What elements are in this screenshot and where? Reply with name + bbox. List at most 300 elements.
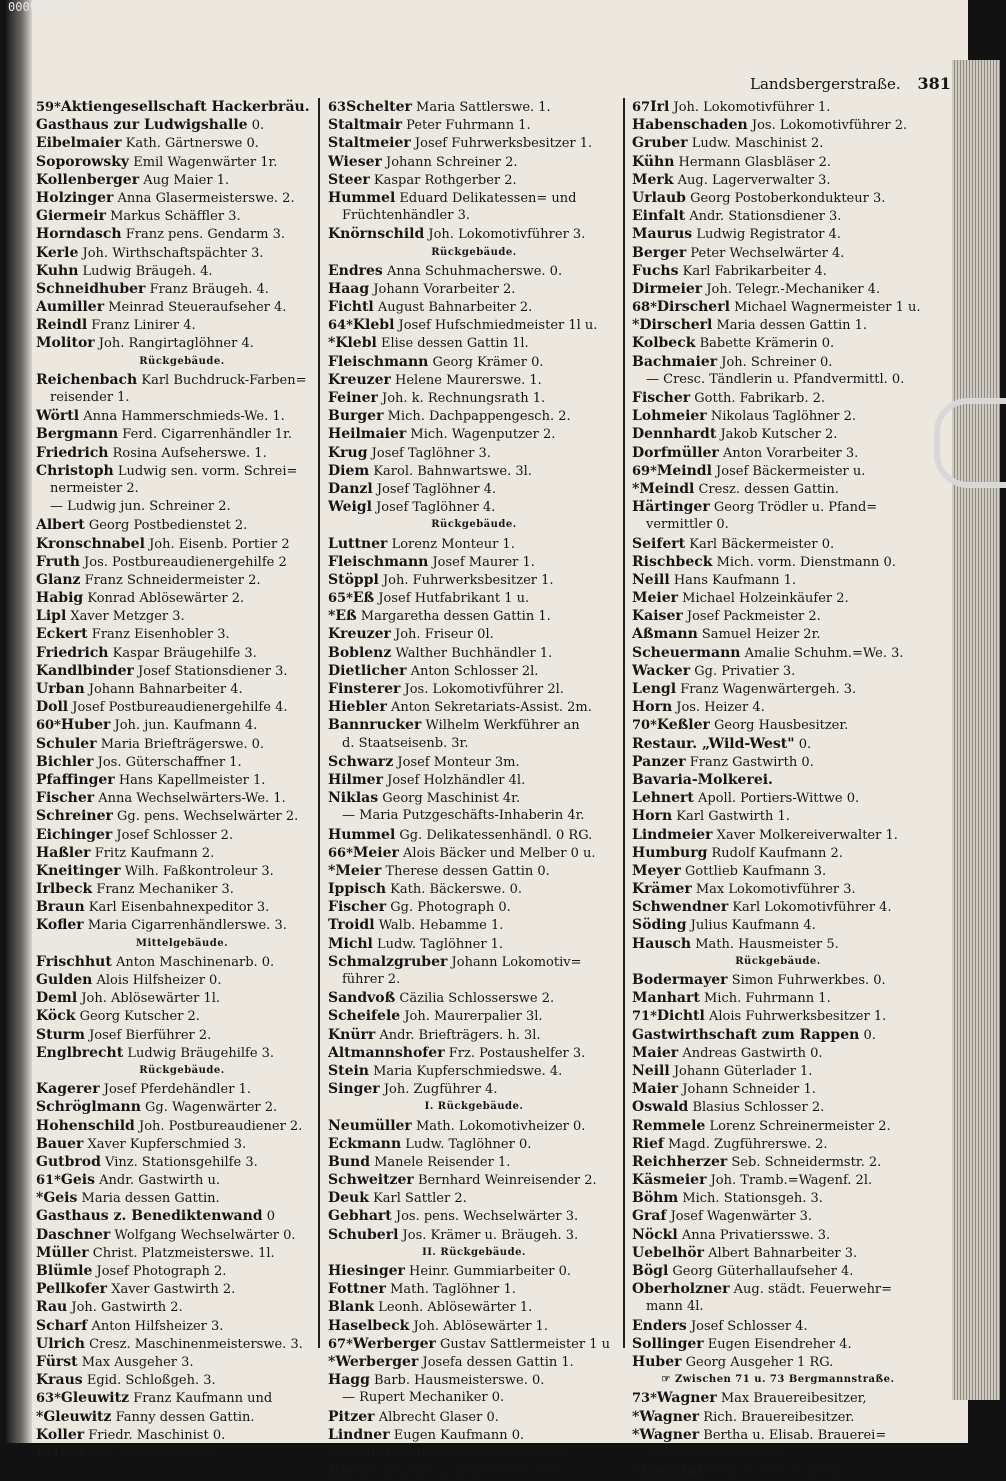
resident-entry — [36, 1080, 328, 1098]
resident-name: Urban — [36, 681, 85, 697]
resident-detail: Hermann Glasbläser 2. — [678, 154, 832, 170]
resident-name: *Eß — [328, 608, 357, 625]
resident-detail: — Rupert Mechaniker 0. — [342, 1390, 505, 1406]
resident-name: Seifert — [632, 535, 686, 552]
resident-detail: Mich. Dachpappengesch. 2. — [387, 409, 571, 425]
resident-detail: Xaver Kupferschmied 3. — [87, 1136, 247, 1152]
resident-entry — [328, 134, 620, 152]
resident-detail: Wilhelm Werkführer an — [425, 718, 580, 734]
resident-entry — [632, 989, 924, 1007]
resident-entry — [36, 225, 328, 243]
resident-detail: Johann Lokomotiv= — [451, 954, 582, 970]
section-heading: Rückgebäude. — [139, 1064, 225, 1076]
resident-name: Schwarz — [328, 753, 394, 770]
resident-detail: Magd. Zugführerswe. 2. — [668, 1136, 828, 1152]
resident-name: Dirscherl — [656, 299, 730, 316]
resident-detail: Joh. Gastwirth 2. — [71, 1300, 183, 1316]
resident-name: Fichtl — [328, 299, 374, 316]
resident-detail: Kath. Bäckerswe. 0. — [390, 882, 523, 898]
resident-entry — [36, 116, 328, 134]
house-number: 60* — [36, 718, 61, 734]
resident-detail: Sofie v. Priv.=Gattin. — [706, 1464, 844, 1480]
resident-name: *Wagner — [632, 1426, 700, 1443]
resident-detail: Kaspar Rothgerber 2. — [373, 172, 517, 188]
resident-detail: Josef Pferdehändler 1. — [103, 1082, 251, 1098]
resident-name: Kerle — [36, 244, 79, 261]
resident-entry — [632, 207, 924, 225]
resident-entry — [632, 771, 924, 789]
resident-name: Gasthaus zur Ludwigshalle — [36, 117, 248, 134]
resident-detail: Jos. Güterschaffner 1. — [97, 754, 242, 770]
resident-entry — [328, 1317, 620, 1335]
resident-name: Remmele — [632, 1117, 706, 1134]
resident-entry — [632, 316, 924, 334]
resident-name: *Trentini — [632, 1463, 703, 1480]
resident-detail: Joh. Telegr.-Mechaniker 4. — [706, 281, 881, 297]
resident-name: Bach — [328, 1463, 368, 1480]
resident-detail: Anton Vorarbeiter 3. — [722, 445, 859, 461]
resident-name: Bodermayer — [632, 972, 728, 988]
resident-entry — [328, 1426, 620, 1444]
resident-entry — [36, 916, 328, 934]
resident-name: Eckert — [36, 626, 88, 643]
resident-entry — [328, 1280, 620, 1298]
resident-entry — [632, 826, 924, 844]
resident-entry — [328, 1135, 620, 1153]
resident-entry — [36, 1044, 328, 1062]
resident-entry — [632, 662, 924, 680]
resident-detail: Gg. Wagenwärter 2. — [145, 1100, 278, 1116]
resident-name: Steer — [328, 171, 370, 188]
resident-name: Schreiner — [36, 808, 113, 825]
resident-name: Gasthaus z. Benediktenwand — [36, 1208, 263, 1225]
resident-detail: Gotth. Fabrikarb. 2. — [694, 391, 825, 406]
resident-entry — [328, 1298, 620, 1316]
resident-entry — [328, 607, 620, 625]
resident-detail: Gg. Privatier 3. — [694, 663, 796, 679]
resident-detail: Walb. Hebamme 1. — [378, 918, 504, 934]
resident-name: Kraus — [36, 1372, 83, 1389]
resident-detail: Frz. Postaushelfer 3. — [448, 1045, 586, 1061]
resident-name: Kofler — [36, 917, 84, 934]
resident-name: Finsterer — [328, 681, 401, 697]
resident-name: Gastwirthschaft zum Rappen — [632, 1026, 860, 1043]
resident-detail: Apoll. Portiers-Wittwe 0. — [698, 791, 860, 807]
resident-entry — [632, 698, 924, 716]
resident-name: Kneitinger — [36, 862, 121, 879]
resident-entry — [632, 1280, 924, 1298]
resident-entry — [632, 1117, 924, 1135]
resident-entry — [36, 826, 328, 844]
resident-entry — [328, 553, 620, 571]
resident-entry — [328, 1226, 620, 1244]
resident-name: Michl — [328, 935, 373, 952]
resident-entry — [632, 244, 924, 262]
resident-detail: Blasius Schlosser 2. — [692, 1100, 825, 1116]
resident-detail: Cresz. Maschinenmeisterswe. 3. — [89, 1336, 303, 1352]
resident-detail: Maria Briefträgerswe. 0. — [100, 736, 265, 752]
resident-name: Dirmeier — [632, 280, 703, 297]
resident-name: Hiebler — [328, 699, 387, 716]
resident-detail: Jos. Lokomotivführer 2l. — [404, 682, 564, 697]
resident-entry — [328, 116, 620, 134]
house-number: 69* — [632, 463, 657, 479]
resident-name: *Klebl — [328, 335, 377, 352]
resident-detail: Georg Postbedienstet 2. — [88, 518, 248, 534]
resident-detail: Vinz. Stationsgehilfe 3. — [105, 1154, 258, 1170]
resident-name: Feiner — [328, 390, 378, 406]
resident-detail: Kath. Gärtnerswe 0. — [125, 136, 259, 152]
resident-entry — [632, 280, 924, 298]
resident-name: Schweitzer — [328, 1172, 414, 1189]
resident-detail: Anna Wechselwärters-We. 1. — [98, 791, 286, 807]
resident-name: Haselbeck — [328, 1317, 410, 1334]
column-divider — [623, 98, 625, 1348]
section-heading: ☞ Zwischen 71 u. 73 Bergmannstraße. — [661, 1374, 895, 1386]
resident-detail: Walther Buchhändler 1. — [395, 645, 553, 661]
resident-entry — [36, 1135, 328, 1153]
resident-entry — [632, 1426, 924, 1444]
resident-name: Pitzer — [328, 1408, 375, 1425]
resident-name: Schuler — [36, 735, 97, 752]
resident-detail: Mich. Fuhrmann 1. — [703, 991, 831, 1007]
house-number: 64* — [328, 318, 353, 334]
resident-detail: Joh. Ablösewärter 1l. — [81, 991, 220, 1007]
resident-detail: Maria Kupferschmiedswe. 4. — [373, 1063, 563, 1079]
resident-name: Aktiengesellschaft Hackerbräu. — [60, 99, 310, 115]
resident-detail: Xaver Molkereiverwalter 1. — [716, 827, 898, 843]
resident-name: Graf — [632, 1208, 667, 1225]
resident-name: Haßler — [36, 844, 91, 861]
resident-entry — [632, 1462, 924, 1480]
resident-entry — [328, 444, 620, 462]
resident-detail: Konrad Ablösewärter 2. — [87, 591, 245, 607]
resident-entry — [328, 1189, 620, 1207]
resident-entry — [632, 680, 924, 698]
resident-name: Keßler — [656, 717, 710, 734]
resident-name: Friedrich — [36, 644, 109, 661]
resident-name: Lindmeier — [632, 826, 713, 843]
resident-entry — [328, 1062, 620, 1080]
resident-entry — [36, 444, 328, 462]
resident-entry — [328, 589, 620, 607]
resident-name: Diem — [328, 462, 370, 479]
resident-entry — [36, 753, 328, 771]
resident-detail: Rudolf Kaufmann 2. — [711, 845, 843, 861]
resident-name: Frischhut — [36, 953, 112, 970]
resident-entry — [632, 444, 924, 462]
resident-detail: Georg Güterhallaufseher 4. — [672, 1264, 854, 1279]
resident-name: Urlaub — [632, 189, 686, 206]
resident-name: Geis — [60, 1172, 95, 1189]
resident-detail: Georg Trödler u. Pfand= — [713, 500, 878, 516]
resident-entry — [328, 807, 620, 825]
resident-detail: Joh. Eisenb. Portier 2 — [149, 536, 290, 552]
resident-name: Dennhardt — [632, 426, 717, 443]
resident-name: Müller — [36, 1244, 89, 1261]
resident-name: Lengl — [632, 681, 677, 697]
resident-name: Braun — [36, 899, 85, 916]
resident-detail: 0. — [798, 736, 812, 752]
resident-detail: Bertha u. Elisab. Brauerei= — [703, 1427, 887, 1443]
resident-entry — [36, 171, 328, 189]
resident-entry — [36, 989, 328, 1007]
resident-detail: Josef Postbureaudienergehilfe 4. — [72, 700, 288, 716]
resident-entry — [36, 407, 328, 425]
resident-entry — [328, 389, 620, 407]
resident-detail: Jos. pens. Wechselwärter 3. — [395, 1209, 579, 1225]
resident-entry — [632, 571, 924, 589]
resident-name: Soporowsky — [36, 153, 130, 170]
resident-name: Sturm — [36, 1026, 85, 1043]
resident-name: Aumiller — [36, 299, 105, 316]
resident-detail: Josef Schlosser 2. — [116, 827, 234, 843]
resident-entry — [328, 698, 620, 716]
resident-detail: d. Staatseisenb. 3r. — [342, 735, 469, 751]
resident-name: Rief — [632, 1135, 664, 1152]
resident-name: Lohmeier — [632, 408, 707, 425]
resident-detail: Maria Sattlerswe. 1. — [416, 100, 551, 115]
section-heading: Rückgebäude. — [431, 246, 517, 258]
resident-name: Burger — [328, 408, 384, 425]
resident-detail: Joh. Friseur 0l. — [395, 627, 494, 643]
resident-detail: reisender 1. — [50, 390, 130, 405]
resident-name: Niklas — [328, 790, 379, 807]
resident-entry — [36, 1335, 328, 1353]
resident-name: Heilmaier — [328, 426, 407, 443]
resident-name: Krämer — [632, 881, 692, 898]
resident-detail: Josef Taglöhner 4. — [376, 481, 497, 497]
resident-name: Bavaria-Molkerei. — [632, 771, 773, 788]
resident-entry — [632, 1153, 924, 1171]
resident-name: Kreuzer — [328, 371, 391, 388]
resident-detail: Franz Linirer 4. — [91, 318, 196, 334]
resident-entry — [632, 735, 924, 753]
resident-name: Uebelhör — [632, 1244, 705, 1261]
resident-detail: Max Ausgeher 3. — [81, 1354, 194, 1370]
resident-name: Eichinger — [36, 826, 113, 843]
resident-entry — [632, 880, 924, 898]
resident-entry — [328, 935, 620, 953]
resident-detail: Barb. Hausmeisterswe. 0. — [374, 1373, 545, 1389]
resident-entry — [632, 589, 924, 607]
resident-detail: Josef Taglöhner 3. — [371, 445, 491, 461]
resident-entry — [328, 1026, 620, 1044]
resident-detail: Josef Maurer 1. — [432, 554, 535, 570]
resident-name: Sollinger — [632, 1335, 704, 1352]
resident-name: Glanz — [36, 571, 81, 588]
resident-entry — [36, 1444, 328, 1462]
resident-entry — [36, 880, 328, 898]
resident-detail: Josef Wagenwärter 3. — [670, 1209, 813, 1225]
resident-detail: Joh. k. Rechnungsrath 1. — [382, 391, 546, 406]
resident-detail: Seb. Schneidermstr. 2. — [731, 1154, 882, 1170]
resident-name: Reichherzer — [632, 1153, 728, 1170]
resident-entry — [632, 1226, 924, 1244]
resident-entry — [328, 425, 620, 443]
resident-detail: Joh. Maurerpalier 3l. — [404, 1009, 543, 1025]
resident-entry — [632, 1189, 924, 1207]
resident-entry — [328, 916, 620, 934]
resident-entry — [36, 807, 328, 825]
resident-detail: Anna Hammerschmieds-We. 1. — [83, 409, 285, 425]
resident-detail: Ludw. Maschinist 2. — [691, 136, 824, 152]
resident-name: *Werberger — [328, 1353, 419, 1370]
resident-detail: Georg Kutscher 2. — [79, 1009, 200, 1025]
resident-detail: Math. Taglöhner 1. — [390, 1282, 516, 1298]
resident-entry — [36, 1171, 328, 1189]
resident-name: Kagerer — [36, 1081, 100, 1098]
resident-detail: Nikolaus Taglöhner 2. — [710, 409, 857, 425]
resident-name: Dorfmüller — [632, 444, 719, 461]
resident-detail: Cresz. dessen Gattin. — [698, 481, 839, 497]
resident-name: Hausch — [632, 935, 692, 952]
resident-detail: Johann Schreiner 2. — [386, 154, 518, 170]
resident-name: Bögl — [632, 1263, 669, 1279]
resident-entry — [36, 1007, 328, 1025]
resident-entry — [328, 735, 620, 753]
resident-entry — [36, 898, 328, 916]
resident-name: Habenschaden — [632, 117, 748, 134]
resident-detail: Peter Fuhrmann 1. — [406, 118, 531, 134]
resident-entry — [36, 98, 328, 116]
resident-entry — [36, 134, 328, 152]
page-stack-edge — [952, 60, 1000, 1400]
resident-entry — [36, 1298, 328, 1316]
resident-entry — [328, 353, 620, 371]
resident-entry — [36, 262, 328, 280]
resident-detail: Johann Bahnarbeiter 4. — [88, 682, 243, 697]
resident-entry — [328, 1353, 620, 1371]
resident-detail: Franz Schneidermeister 2. — [84, 572, 261, 588]
house-number: 63* — [36, 1391, 61, 1407]
resident-entry — [36, 625, 328, 643]
book-gutter — [6, 0, 32, 1443]
resident-entry — [36, 607, 328, 625]
resident-entry — [36, 316, 328, 334]
resident-detail: Hans Kapellmeister 1. — [118, 772, 266, 788]
resident-name: Bachmaier — [632, 353, 718, 370]
resident-name: Doll — [36, 699, 69, 716]
resident-name: Kandlbinder — [36, 662, 134, 679]
resident-detail: mann 4l. — [646, 1299, 704, 1315]
resident-detail: Samuel Heizer 2r. — [701, 627, 821, 643]
house-number: 73* — [632, 1391, 657, 1407]
resident-detail: Wilh. Faßkontroleur 3. — [124, 863, 274, 879]
resident-detail: Mich. vorm. Dienstmann 0. — [716, 554, 896, 570]
resident-detail: Peter Wechselwärter 4. — [690, 245, 845, 261]
resident-detail: Gg. Fabrikarbeiter 1. — [90, 1445, 230, 1461]
resident-detail: Eduard Delikatessen= und — [399, 190, 577, 206]
resident-entry — [36, 280, 328, 298]
resident-detail: Franz Eisenhobler 3. — [91, 627, 230, 643]
resident-name: Neill — [632, 1062, 670, 1079]
resident-detail: Ludwig Registrator 4. — [696, 227, 842, 243]
resident-detail: Math. Lokomotivheizer 0. — [415, 1118, 586, 1134]
resident-detail: Amalie Schuhm.=We. 3. — [744, 645, 904, 661]
resident-name: Knürr — [328, 1026, 376, 1043]
resident-entry — [328, 844, 620, 862]
section-heading: II. Rückgebäude. — [422, 1246, 526, 1258]
resident-entry — [36, 680, 328, 698]
resident-entry — [328, 1371, 620, 1389]
resident-name: Fleischmann — [328, 553, 429, 570]
resident-name: Stein — [328, 1062, 369, 1079]
resident-name: Kronschnabel — [36, 535, 145, 552]
resident-name: Panzer — [632, 753, 686, 770]
resident-entry — [632, 553, 924, 571]
resident-entry — [632, 353, 924, 371]
resident-name: Nöckl — [632, 1226, 678, 1243]
resident-name: Böhm — [632, 1190, 679, 1207]
directory-page — [6, 0, 968, 1480]
resident-name: Schmalzgruber — [328, 953, 448, 970]
resident-entry — [36, 844, 328, 862]
resident-detail: Jos. Heizer 4. — [676, 700, 765, 716]
resident-detail: Kaspar Bräugehilfe 3. — [112, 645, 257, 661]
resident-detail: Ludwig Bräugeh. 4. — [82, 263, 213, 279]
resident-name: Haag — [328, 280, 370, 297]
resident-detail: Johann Vorarbeiter 2. — [373, 281, 516, 297]
resident-detail: Anton Maschinenarb. 0. — [115, 954, 275, 970]
resident-name: Kaiser — [632, 608, 683, 625]
resident-name: *Geis — [36, 1190, 78, 1207]
resident-entry — [632, 807, 924, 825]
resident-detail: Ludwig sen. vorm. Schrei= — [117, 463, 298, 479]
resident-detail: Joh. Schreiner 0. — [721, 354, 833, 370]
resident-name: Dichtl — [656, 1008, 705, 1025]
resident-name: Gutbrod — [36, 1153, 101, 1170]
resident-name: Fottner — [328, 1281, 386, 1298]
resident-entry — [328, 371, 620, 389]
resident-entry — [632, 898, 924, 916]
section-heading: I. Rückgebäude. — [424, 1101, 524, 1113]
resident-entry — [328, 316, 620, 334]
resident-name: Härtinger — [632, 499, 710, 516]
resident-entry — [632, 1080, 924, 1098]
resident-entry — [328, 1389, 620, 1407]
resident-entry — [632, 1007, 924, 1025]
resident-entry — [632, 407, 924, 425]
resident-detail: Karol. Bahnwartswe. 3l. — [373, 463, 532, 479]
resident-entry — [36, 1244, 328, 1262]
resident-detail: Joh. Tramb.=Wagenf. 2l. — [710, 1173, 873, 1189]
resident-entry — [632, 189, 924, 207]
resident-detail: Markus Schäffler 3. — [110, 209, 241, 225]
resident-detail: Josef Taglöhner 4. — [376, 500, 496, 516]
resident-name: Gleuwitz — [60, 1390, 130, 1407]
resident-name: Maier — [632, 1081, 679, 1098]
resident-name: Schneidhuber — [36, 280, 146, 297]
resident-entry — [36, 589, 328, 607]
resident-name: Neumüller — [328, 1117, 412, 1134]
resident-entry — [36, 425, 328, 443]
resident-detail: Margaretha dessen Gattin 1. — [360, 609, 551, 625]
resident-detail: Christ. Platzmeisterswe. 1l. — [92, 1245, 275, 1261]
resident-entry — [36, 716, 328, 734]
resident-name: Friedrich — [36, 444, 109, 461]
resident-name: Scheuermann — [632, 644, 741, 661]
resident-entry — [36, 1207, 328, 1225]
resident-entry — [632, 1335, 924, 1353]
resident-entry — [328, 1153, 620, 1171]
resident-entry — [632, 153, 924, 171]
resident-detail: Rosina Aufseherswe. 1. — [112, 445, 267, 461]
column-2 — [328, 98, 620, 1480]
resident-entry — [36, 389, 328, 407]
resident-entry — [328, 1262, 620, 1280]
resident-detail: Joh. Ablösewärter 1. — [413, 1318, 548, 1334]
